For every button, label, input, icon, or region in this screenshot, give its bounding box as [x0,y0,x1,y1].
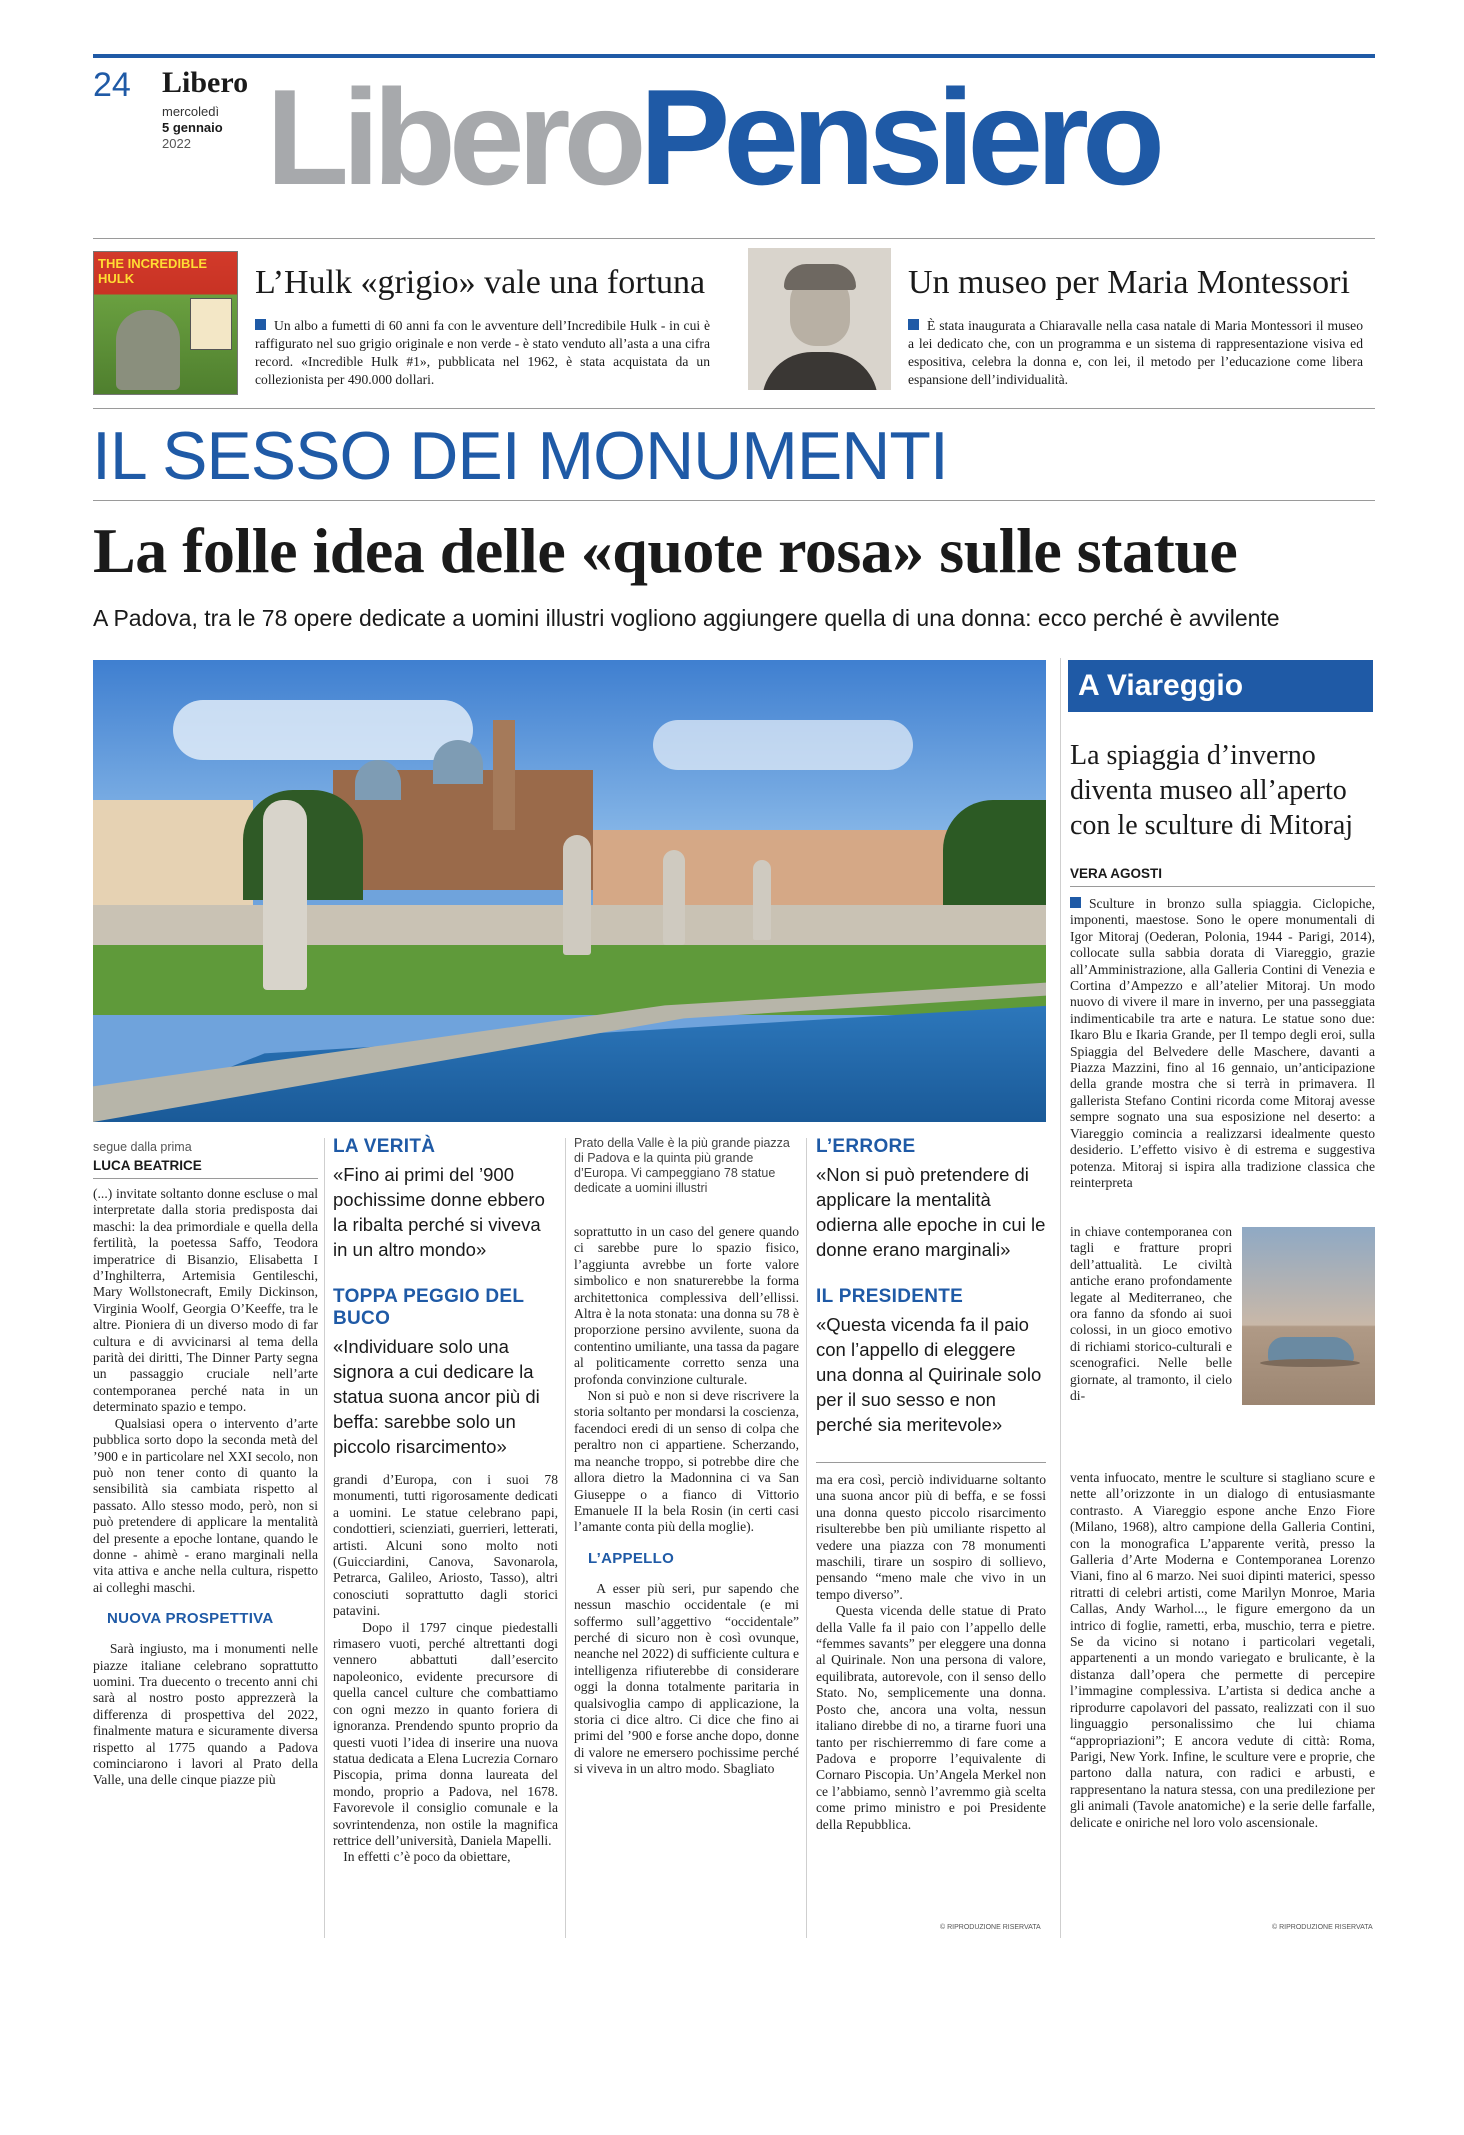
sidebar-text-top [1070,896,1379,1191]
mitoraj-sculpture-photo [1242,1227,1375,1405]
byline-rule [93,1178,318,1179]
sidebar-byline-rule [1070,886,1375,887]
issue-year: 2022 [162,136,191,151]
article-headline: La folle idea delle «quote rosa» sulle statue [93,515,1238,586]
hulk-figure [116,310,180,390]
article-col-3 [574,1224,803,1778]
sidebar-text-bottom [1070,1470,1379,1831]
hulk-comic-box [190,298,232,350]
sidebar-label-text: A Viareggio [1078,669,1244,702]
article-col-1 [93,1186,322,1789]
section-title-left: Libero [266,61,640,213]
page-number: 24 [93,66,131,104]
section-title-right: Pensiero [639,61,1159,213]
photo-caption: Prato della Valle è la più grande piazza di Padova e la quinta più grande d’Europa. Vi campeggiano 78 statue dedicate a uomini illustri [574,1136,790,1195]
photo-buildings-left [93,800,253,910]
photo-statue [663,850,685,945]
portrait-hair [784,264,856,290]
newspaper-logo: Libero [162,66,249,99]
montessori-brief-text [908,317,1363,389]
pull-quote-toppa [333,1286,558,1459]
bullet-square [1070,897,1081,908]
kicker-rule [93,500,1375,501]
photo-cloud [653,720,913,770]
article-paragraph: soprattutto in un caso del genere quando ci sarebbe pure lo spazio fisico, l’aggiunta avrebbe un forte valore simbolico e non snaturerebbe la forma architettonica complessiva dell’ellissi. Altra è la nota stonata: una donna su 78 è proporzione persino avvilente, suona da contentino umiliante, una tassa da pagare al politicamente corretto senza una profonda convinzione culturale. [574,1224,803,1387]
pull-quote-heading: L’ERRORE [816,1136,916,1157]
column-divider [565,1138,566,1938]
sidebar-paragraph: venta infuocato, mentre le sculture si stagliano scure e nette all’orizzonte in un dialogo di entusiasmante contrasto. A Viareggio espone anche Enzo Fiore (Milano, 1968), altro campione della Galleria Contini, con la monografica L’apparente verità, presso la Galleria d’Arte Moderna e Contemporanea Lorenzo Viani, fino al 6 marzo. Nei suoi dipinti materici, spesso ritratti di celebri artisti, come Marilyn Monroe, Maria Callas, Andy Warhol..., le figure emergono da un intrico di foglie, rametti, erba, muschio, terra e pietre. Se da vicino si notano i particolari vegetali, appartenenti a un mondo variegato e brulicante, è la distanza dall’opera che permette di percepire l’immagine complessiva. L’artista si dedica anche a riprodurre capolavori del passato, realizzati con il suo linguaggio personalissimo che lui chiama “appropriazioni”; E ancora vedute di città: Roma, Parigi, New York. Infine, le sculture vere e proprie, che partono dalla natura, con radici e arbusti, e rappresentano la natura stessa, con una predilezione per gli animali (Tavole anatomiche) e la serie delle farfalle, delicate e oniriche nel loro volo ascensionale. [1070,1470,1379,1830]
sidebar-paragraph-text: Sculture in bronzo sulla spiaggia. Ciclopiche, imponenti, maestose. Sono le opere monumentali di Igor Mitoraj (Oederan, Polonia, 1944 - Parigi, 2014), collocate sulla sabbia dorata di Viareggio, grazie all’Amministrazione, alla Galleria Contini di Venezia e Cortina d’Ampezzo e all’atelier Mitoraj. Un modo nuovo di vivere il mare in inverno, per una passeggiata indimenticabile tra arte e natura. Le statue sono due: Ikaro Blu e Ikaria Grande, per Il tempo degli eroi, sulla Spiaggia del Belvedere delle Maschere, davanti a Piazza Mazzini, fino al 16 gennaio, un’anticipazione della grande mostra che si terrà in primavera. Il gallerista Stefano Contini ricorda come Mitoraj avesse sempre sognato una sua esposizione nel deserto: a Viareggio comincia a realizzarsi idealmente questo desiderio. L’effetto visivo è di estrema e suggestiva potenza. Mitoraj si ispira alla tradizione classica che reinterpreta [1070,896,1379,1190]
hulk-headline: L’Hulk «grigio» vale una fortuna [255,264,706,301]
sidebar-divider [1060,658,1061,1938]
montessori-brief-body: È stata inaugurata a Chiaravalle nella casa natale di Maria Montessori il museo a lei dedicato che, con un programma e un sistema di rappresentazione visiva ed espositiva, celebra la donna e, con lei, il metodo per l’educazione come libera espansione dell’individualità. [908,318,1363,387]
prato-della-valle-photo [93,660,1046,1122]
photo-bell-tower [493,720,515,830]
article-subheadline: A Padova, tra le 78 opere dedicate a uomini illustri vogliono aggiungere quella di una donna: ecco perché è avvilente [93,605,1280,631]
article-paragraph: ma era così, perciò individuarne soltanto una suona ancor più di beffa, e se fossi una donna questo piccolo risarcimento risulterebbe ben più umiliante rispetto al vedere una piazza con 78 monumenti maschili, tirare un sospiro di sollievo, pensando “meno male che vivo in un tempo diverso”. [816,1472,1050,1602]
hulk-brief-text [255,317,710,389]
portrait-dress [762,352,878,390]
photo-statue [263,800,307,990]
sculpture-shadow [1260,1359,1360,1367]
hulk-comic-image [93,251,238,395]
article-paragraph: Non si può e non si deve riscrivere la storia soltanto per mondarsi la coscienza, facendoci eredi di un senso di colpa che peraltro non ci appartiene. Scherzando, ma neanche troppo, si potrebbe dire che allora dietro la Madonnina ci va San Giuseppe o a fianco di Vittorio Emanuele II la bela Rosin (in certi casi l’amante conta più della moglie). [574,1388,803,1535]
section-title [266,62,1158,212]
article-paragraph: grandi d’Europa, con i suoi 78 monumenti, tutti rigorosamente dedicati a uomini. Le statue celebrano papi, condottieri, scienziati, guerrieri, letterati, artisti. Alcuni sono molto noti (Guicciardini, Canova, Savonarola, Petrarca, Galileo, Ariosto, Tasso), altri conosciuti soprattutto dagli storici patavini. [333,1472,562,1619]
montessori-headline: Un museo per Maria Montessori [908,264,1350,301]
pull-quote-verita [333,1136,558,1262]
photo-statue [563,835,591,955]
column-divider [806,1138,807,1938]
pull-quote-heading: IL PRESIDENTE [816,1286,964,1307]
article-col-2 [333,1472,562,1866]
sidebar-rights-note: © RIPRODUZIONE RISERVATA [1272,1924,1373,1931]
article-paragraph: Dopo il 1797 cinque piedestalli rimasero vuoti, perché altrettanti dogi vennero abbattuti dall’esercito napoleonico, evidente precursore di quella cancel culture che combattiamo con ogni mezzo in quanto foriera di ignoranza. Prendendo spunto proprio da questi vuoti l’idea di inserire una nuova statua dedicata a Elena Lucrezia Cornaro Piscopia, prima donna laureata del mondo, proprio a Padova, nel 1678. Favorevole il consiglio comunale e la sovrintendenza, non ostile la magnifica rettrice dell’università, Daniela Mapelli. [333,1619,562,1848]
photo-cloud [173,700,473,760]
top-rule [93,54,1375,58]
pull-quote-text: «Questa vicenda fa il paio con l’appello di eleggere una donna al Quirinale solo per il suo sesso e non perché sia meritevole» [816,1314,1042,1435]
sidebar-author: VERA AGOSTI [1070,866,1163,881]
hulk-comic-title: THE INCREDIBLE HULK [98,256,208,286]
photo-statue [753,860,771,940]
issue-weekday: mercoledì [162,104,220,119]
pull-quote-text: «Individuare solo una signora a cui dedicare la statua suona ancor più di beffa: sarebbe solo un piccolo risarcimento» [333,1336,540,1457]
sidebar-paragraph: in chiave contemporanea con tagli e fratture propri dell’attualità. Le civiltà antiche erano profondamente legate al Mediterraneo, che ora fanno da sfondo ai suoi colossi, in un gioco emotivo di richiami storico-culturali e scenografici. Nelle belle giornate, al tramonto, il cielo di- [1070,1224,1236,1404]
bullet-square [255,319,266,330]
author-byline: LUCA BEATRICE [93,1158,202,1173]
sidebar-headline: La spiaggia d’inverno diventa museo all’aperto con le sculture di Mitoraj [1070,740,1354,841]
article-paragraph: (...) invitate soltanto donne escluse o mal interpretate dalla storia predisposta dai maschi: la dea primordiale e quella della fertilità, la poetessa Saffo, Teodora imperatrice di Bisanzio, Elisabetta I d’Inghilterra, Artemisia Gentileschi, Mary Wollstonecraft, Emily Dickinson, Virginia Woolf, Georgia O’Keeffe, tra le altre. Pioniera di un diverso modo di far cultura e di avvicinarsi al tema della parità dei diritti, The Dinner Party segna un passaggio cruciale nell’arte contemporanea perché nata in un determinato spazio e tempo. [93,1186,322,1415]
article-paragraph: Qualsiasi opera o intervento d’arte pubblica sorto dopo la seconda metà del ’900 e in particolare nel XXI secolo, non può non tener conto di quanto la sensibilità sia cambiata rispetto al passato. Allo stesso modo, però, non si può pretendere di applicare la mentalità del presente a epoche lontane, quando le donne - ahimè - erano marginali nella vita attiva e anche nella cultura, rispetto ai colleghi maschi. [93,1415,322,1595]
photo-buildings-right [593,830,953,910]
pull-quote-errore [816,1136,1046,1262]
article-rights-note: © RIPRODUZIONE RISERVATA [940,1924,1041,1931]
article-paragraph: Sarà ingiusto, ma i monumenti nelle piazze italiane celebrano soprattutto uomini. Tra duecento o trecento anni chi sarà al nostro posto apprezzerà la differenza di prospettiva del 2022, finalmente matura e sicuramente diversa rispetto al 1775 quando a Padova cominciarono i lavori al Prato della Valle, una delle cinque piazze più [93,1641,322,1788]
photo-trees-right [943,800,1046,910]
article-paragraph: Questa vicenda delle statue di Prato della Valle fa il paio con l’appello delle “femmes savants” per eleggere una donna al Quirinale. Non una persona di valore, equilibrata, autorevole, con il senso dello Stato. No, semplicemente una donna. Posto che, ancora una volta, nessun italiano direbbe di no, a tirarne fuori una tanto per rischierremmo di fare come a Padova e proporre l’equivalente di Cornaro Piscopia. Un’Angela Merkel non ce l’abbiamo, sennò l’avremmo già scelta come primo ministro e poi Presidente della Repubblica. [816,1603,1050,1832]
masthead-rule [93,238,1375,239]
article-col-4 [816,1472,1050,1833]
pull-quote-presidente [816,1286,1046,1437]
pull-quote-heading: LA VERITÀ [333,1136,436,1157]
article-paragraph: A esser più seri, pur sapendo che nessun maschio occidentale (e mi soffermo sull’aggettivo “occidentale” perché di sicuro non è così ovunque, neanche nel 2022) di sufficiente cultura e intelligenza rifiuterebbe di considerare oggi la donna totalmente paritaria in qualsivoglia campo di applicazione, la storia ci dice altro. Ci dice che fino ai primi del ’900 e forse anche dopo, donne di valore ne emersero pochissime perché si viveva in un altro modo. Sbagliato [574,1580,803,1777]
sidebar-label [1068,660,1373,712]
bullet-square [908,319,919,330]
briefs-rule [93,408,1375,409]
montessori-portrait [748,248,891,390]
hulk-brief-body: Un albo a fumetti di 60 anni fa con le avventure dell’Incredibile Hulk - in cui è raffigurato nel suo grigio originale e non verde - è stato venduto all’asta a una cifra record. «Incredible Hulk #1», pubblicata nel 1962, è stata acquistata da un collezionista per 490.000 dollari. [255,318,710,387]
column-divider [324,1138,325,1938]
issue-date: 5 gennaio [162,120,223,135]
photo-dome [433,740,483,784]
article-subhead: L’APPELLO [588,1549,675,1567]
pull-quote-text: «Fino ai primi del ’900 pochissime donne ebbero la ribalta perché si viveva in un altro mondo» [333,1164,545,1260]
quote-rule [816,1462,1046,1463]
pull-quote-text: «Non si può pretendere di applicare la mentalità odierna alle epoche in cui le donne erano marginali» [816,1164,1046,1260]
article-kicker: IL SESSO DEI MONUMENTI [92,418,948,494]
photo-dome [355,760,401,800]
continued-note: segue dalla prima [93,1140,192,1154]
article-subhead: NUOVA PROSPETTIVA [107,1610,274,1628]
pull-quote-heading: TOPPA PEGGIO DEL BUCO [333,1286,524,1329]
sidebar-paragraph [1070,896,1379,1191]
sidebar-text-wrap [1070,1224,1236,1404]
article-paragraph: In effetti c’è poco da obiettare, [333,1849,511,1865]
